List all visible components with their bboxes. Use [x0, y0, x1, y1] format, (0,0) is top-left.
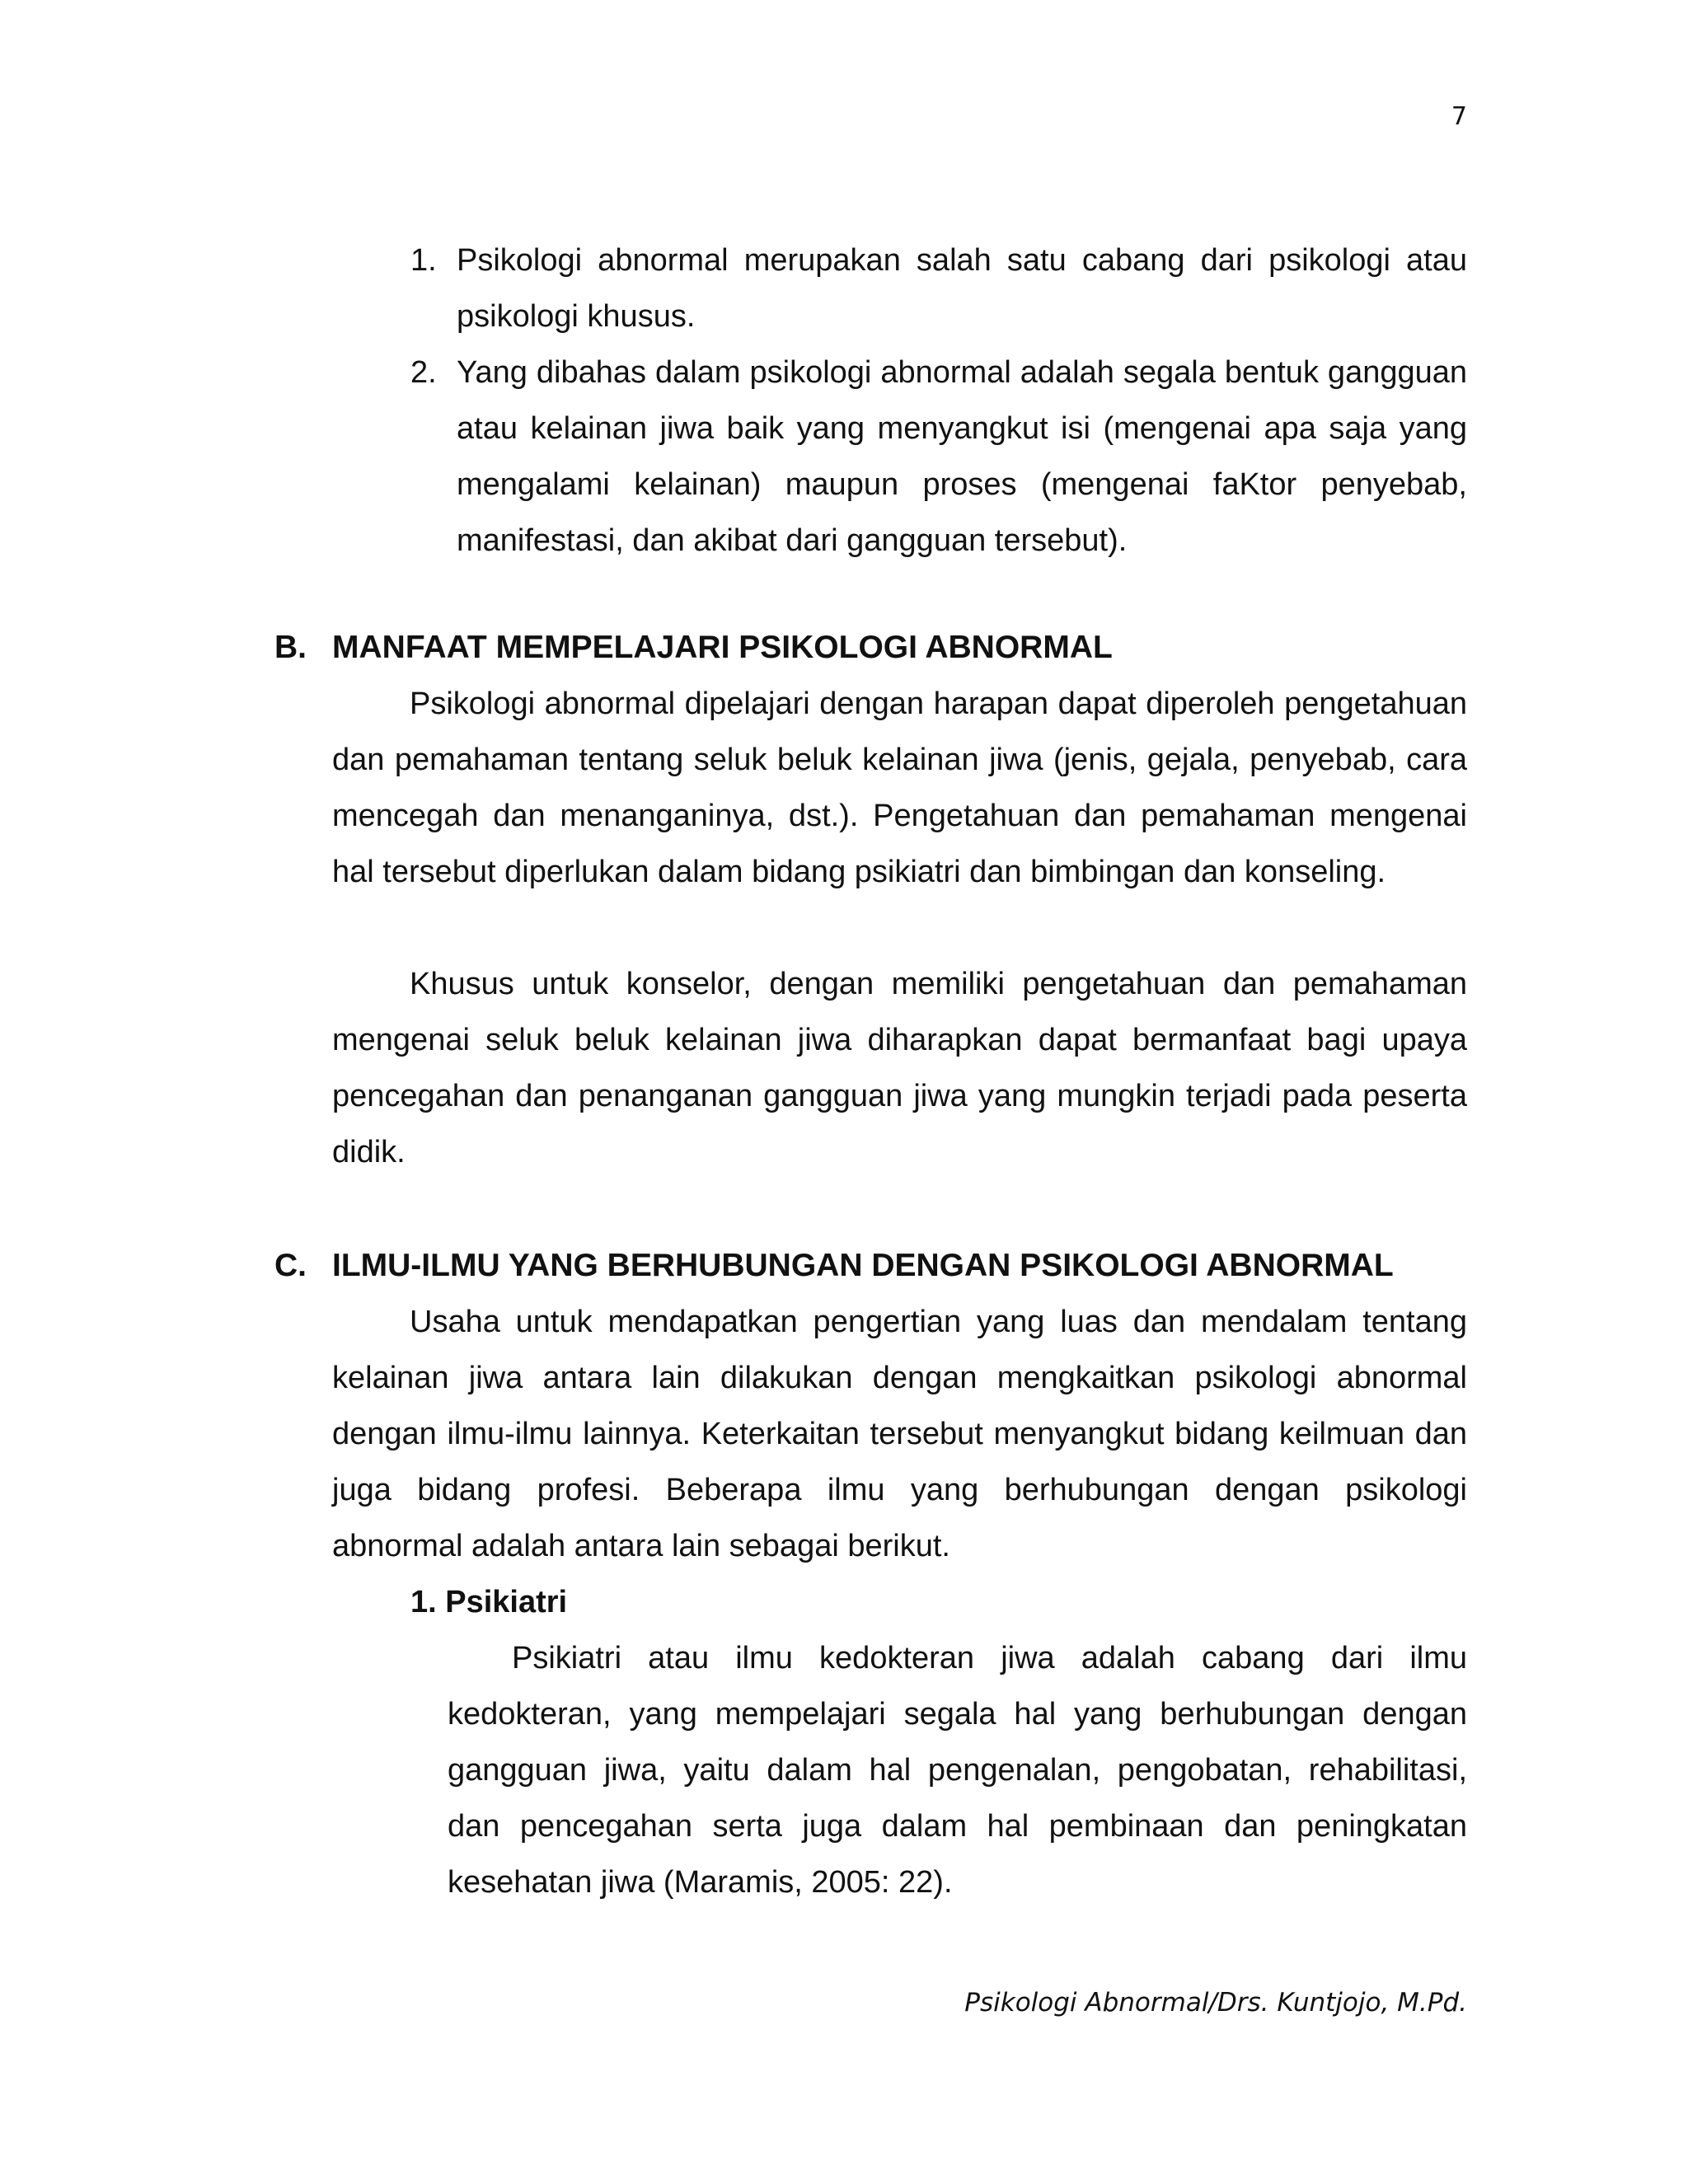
page-footer: Psikologi Abnormal/Drs. Kuntjojo, M.Pd.	[964, 1988, 1467, 2018]
list-item	[410, 232, 1467, 344]
subsection-heading-psikiatri: 1. Psikiatri	[410, 1585, 568, 1619]
list-item-text: Yang dibahas dalam psikologi abnormal adalah segala bentuk gangguan atau kelainan jiwa baik yang menyangkut isi (mengenai apa saja yang mengalami kelainan) maupun proses (mengenai faKtor penyebab, manifestasi, dan akibat dari gangguan tersebut).	[457, 355, 1467, 558]
subsection-paragraph-psikiatri: Psikiatri atau ilmu kedokteran jiwa adalah cabang dari ilmu kedokteran, yang mempelajari segala hal yang berhubungan dengan gangguan jiwa, yaitu dalam hal pengenalan, pengobatan, rehabilitasi, dan pencegahan serta juga dalam hal pembinaan dan peningkatan kesehatan jiwa (Maramis, 2005: 22).	[448, 1641, 1467, 1900]
page-number: 7	[1451, 102, 1467, 131]
section-b-letter: B.	[274, 630, 307, 665]
section-c-letter: C.	[274, 1248, 307, 1283]
section-b-paragraph-2: Khusus untuk konselor, dengan memiliki pengetahuan dan pemahaman mengenai seluk beluk kelainan jiwa diharapkan dapat bermanfaat bagi upaya pencegahan dan penanganan gangguan jiwa yang mungkin terjadi pada peserta didik.	[332, 967, 1467, 1169]
list-item-number: 1.	[410, 243, 437, 278]
section-c-paragraph-1: Usaha untuk mendapatkan pengertian yang luas dan mendalam tentang kelainan jiwa antara lain dilakukan dengan mengkaitkan psikologi abnormal dengan ilmu-ilmu lainnya. Keterkaitan tersebut menyangkut bidang keilmuan dan juga bidang profesi. Beberapa ilmu yang berhubungan dengan psikologi abnormal adalah antara lain sebagai berikut.	[332, 1305, 1467, 1563]
list-item-text: Psikologi abnormal merupakan salah satu cabang dari psikologi atau psikologi khusus.	[457, 243, 1467, 334]
section-c-title: ILMU-ILMU YANG BERHUBUNGAN DENGAN PSIKOLOGI ABNORMAL	[332, 1248, 1394, 1283]
section-b-heading	[274, 620, 1467, 676]
section-b-title: MANFAAT MEMPELAJARI PSIKOLOGI ABNORMAL	[332, 630, 1113, 665]
list-item	[410, 344, 1467, 569]
list-item-number: 2.	[410, 355, 437, 390]
section-c-heading	[274, 1238, 1467, 1294]
numbered-list	[410, 232, 1467, 569]
section-b-paragraph-1: Psikologi abnormal dipelajari dengan harapan dapat diperoleh pengetahuan dan pemahaman tentang seluk beluk kelainan jiwa (jenis, gejala, penyebab, cara mencegah dan menanganinya, dst.). Pengetahuan dan pemahaman mengenai hal tersebut diperlukan dalam bidang psikiatri dan bimbingan dan konseling.	[332, 687, 1467, 889]
